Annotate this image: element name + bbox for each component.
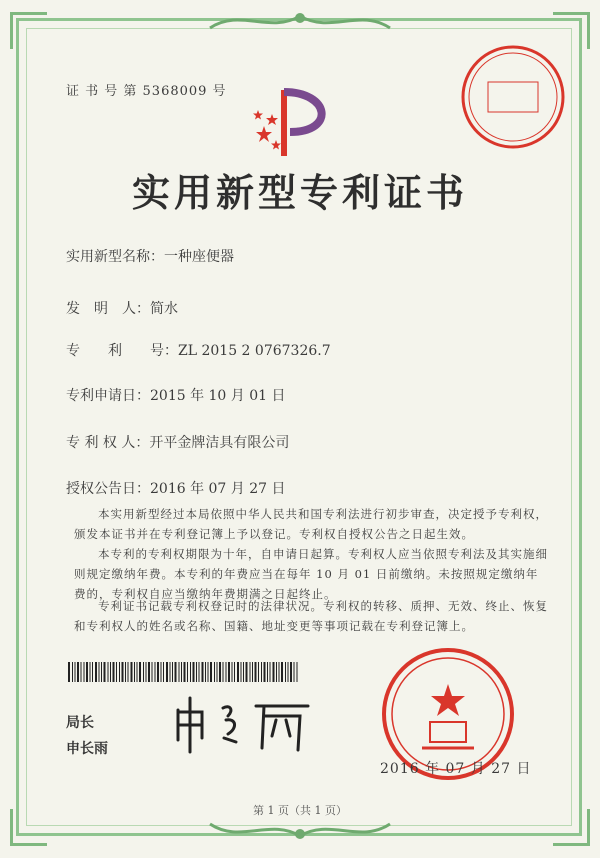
agency-seal [458,42,568,152]
field-label: 专利申请日： [66,388,150,404]
top-ornament [200,8,400,34]
seal-date: 2016 年 07 月 27 日 [380,761,532,777]
field-label: 发 明 人： [66,301,150,317]
field-value: 简水 [150,301,178,317]
field-label: 授权公告日： [66,481,150,497]
patentee-field [66,432,289,452]
certificate-number: 证 书 号 第 5368009 号 [66,84,227,99]
field-value: 2016 年 07 月 27 日 [150,481,286,497]
field-label: 专 利 权 人： [66,435,150,451]
grant-date-field [66,478,286,498]
field-label: 实用新型名称： [66,249,164,265]
field-value: 一种座便器 [164,249,234,265]
signatory-name: 申长雨 [66,741,108,757]
statement-paragraph: 本实用新型经过本局依照中华人民共和国专利法进行初步审查，决定授予专利权，颁发本证书并在专利登记簿上予以登记。专利权自授权公告之日起生效。 [74,507,548,541]
handwritten-signature [168,690,318,760]
field-value: 开平金牌洁具有限公司 [149,435,290,451]
field-value: ZL 2015 2 0767326.7 [178,343,331,359]
inventor-field [66,298,178,318]
filing-date-field [66,385,286,405]
patent-number-field [66,340,331,360]
bottom-ornament [200,818,400,844]
field-label: 专 利 号： [66,343,178,359]
field-value: 2015 年 10 月 01 日 [150,388,286,404]
patent-office-logo [250,86,340,162]
signatory-title: 局长 [66,715,94,731]
statement-paragraph: 本专利的专利权期限为十年，自申请日起算。专利权人应当依照专利法及其实施细则规定缴纳年费。本专利的年费应当在每年 10 月 01 日前缴纳。未按照规定缴纳年费的，专利权自应当缴纳年费期满之日起终止。 [74,547,548,601]
certificate-title: 实用新型专利证书 [131,170,468,215]
utility-model-name-field [66,246,234,266]
statement-paragraph: 专利证书记载专利权登记时的法律状况。专利权的转移、质押、无效、终止、恢复和专利权人的姓名或名称、国籍、地址变更等事项记载在专利登记簿上。 [74,599,548,633]
barcode [68,662,300,682]
page-number: 第 1 页（共 1 页） [253,804,347,817]
